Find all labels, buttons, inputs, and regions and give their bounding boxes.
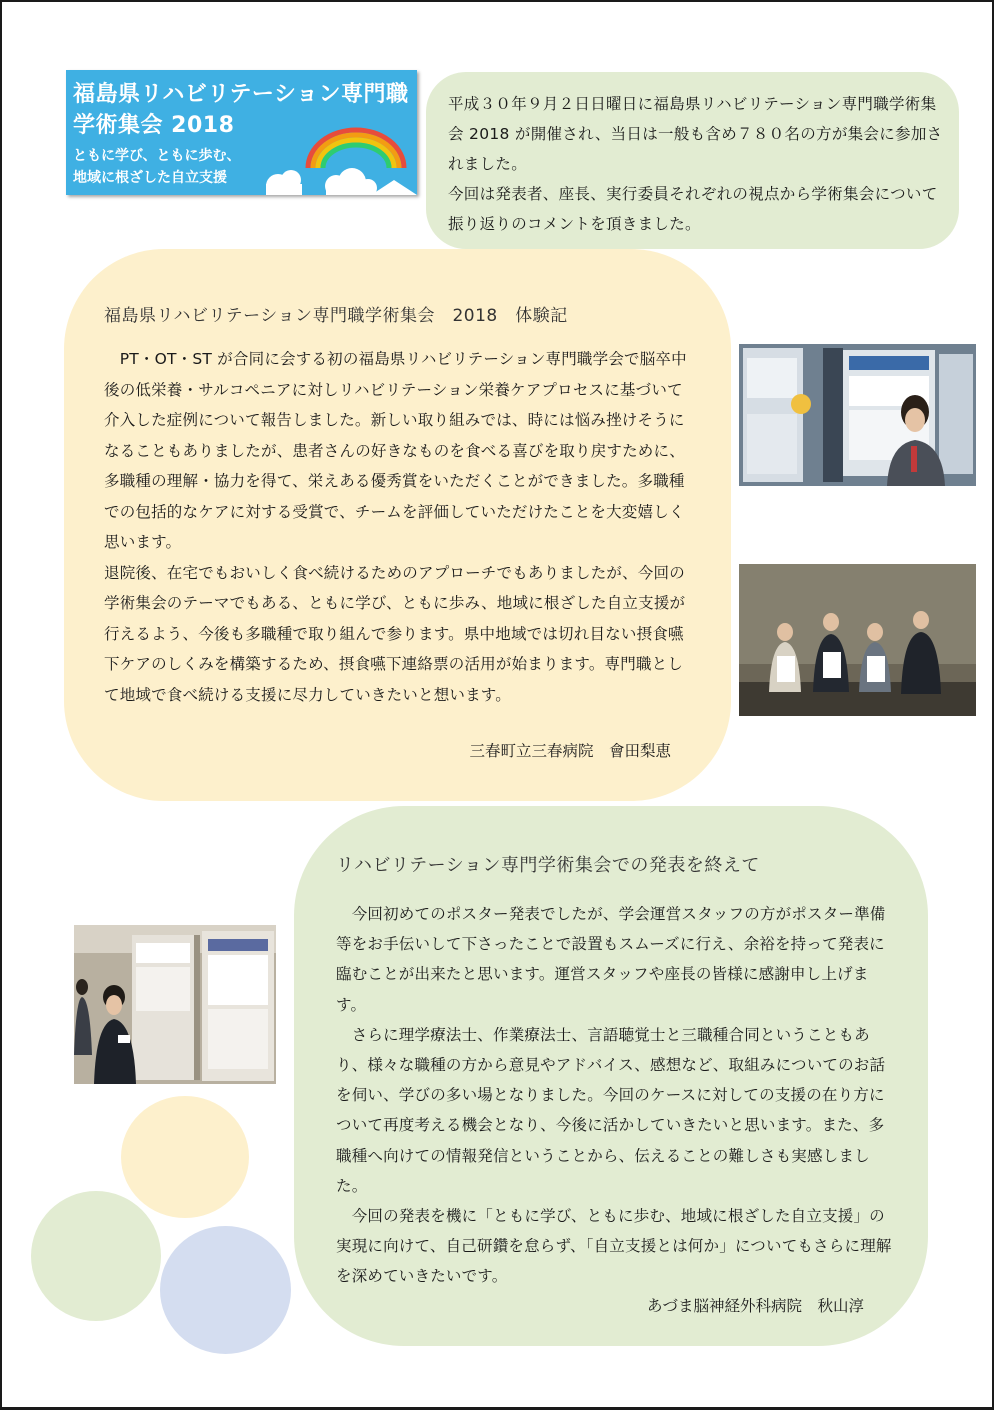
photo-poster-session [74, 925, 276, 1084]
decor-circle-blue [160, 1226, 291, 1354]
photo-poster-presenter [739, 344, 976, 486]
article2-title: リハビリテーション専門学術集会での発表を終えて [336, 855, 760, 876]
article-presentation [294, 806, 928, 1346]
banner-title-line2: 学術集会 2018 [73, 113, 235, 138]
decor-circle-yellow [121, 1096, 249, 1218]
decor-circle-green [31, 1191, 161, 1321]
article1-body: PT・OT・ST が合同に会する初の福島県リハビリテーション専門職学会で脳卒中後の低栄養・サルコペニアに対しリハビリテーション栄養ケアプロセスに基づいて介入した症例について報告しました。新しい取り組みでは、時には悩み挫けそうになることもありましたが、患者さんの好きなものを食べる喜びを取り戻すために、多職種の理解・協力を得て、栄えある優秀賞をいただくことができました。多職種での包括的なケアに対する受賞で、チームを評価していただけたことを大変嬉しく思います。 退院後、在宅でもおいしく食べ続けるためのアプローチでもありましたが、今回の学術集会のテーマでもある、ともに学び、ともに歩み、地域に根ざした自立支援が行えるよう、今後も多職種で取り組んで参ります。県中地域では切れ目ない摂食嚥下ケアのしくみを構築するため、摂食嚥下連絡票の活用が始まります。専門職として地域で食べ続ける支援に尽力していきたいと想います。 [104, 350, 687, 704]
article1-title: 福島県リハビリテーション専門職学術集会 2018 体験記 [104, 306, 568, 326]
article-taikenki [64, 249, 731, 801]
intro-bubble [426, 72, 959, 249]
rainbow-cloud-illustration [266, 110, 417, 195]
banner-title-line1: 福島県リハビリテーション専門職 [73, 82, 409, 107]
article2-author: あづま脳神経外科病院 秋山淳 [646, 1297, 864, 1315]
article2-body: 今回初めてのポスター発表でしたが、学会運営スタッフの方がポスター準備等をお手伝いして下さったことで設置もスムーズに行え、余裕を持って発表に臨むことが出来たと思います。運営スタッフや座長の皆様に感謝申し上げます。 さらに理学療法士、作業療法士、言語聴覚士と三職種合同ということもあり、様々な職種の方から意見やアドバイス、感想など、取組みについてのお話を伺い、学びの多い場となりました。今回のケースに対しての支援の在り方について再度考える機会となり、今後に活かしていきたいと思います。また、多職種へ向けての情報発信ということから、伝えることの難しさも実感しました。 今回の発表を機に「ともに学び、ともに歩む、地域に根ざした自立支援」の実現に向けて、自己研鑽を怠らず、「自立支援とは何か」についてもさらに理解を深めていきたいです。 [336, 905, 892, 1286]
event-banner [66, 70, 417, 195]
photo-award-group [739, 564, 976, 716]
banner-subtitle-line2: 地域に根ざした自立支援 [73, 170, 227, 186]
banner-subtitle-line1: ともに学び、ともに歩む、 [73, 148, 241, 164]
intro-text: 平成３０年９月２日日曜日に福島県リハビリテーション専門職学術集会 2018 が開催され、当日は一般も含め７８０名の方が集会に参加されました。 今回は発表者、座長、実行委員それぞれの視点から学術集会について振り返りのコメントを頂きました。 [448, 95, 943, 233]
article1-author: 三春町立三春病院 會田梨恵 [469, 742, 671, 760]
